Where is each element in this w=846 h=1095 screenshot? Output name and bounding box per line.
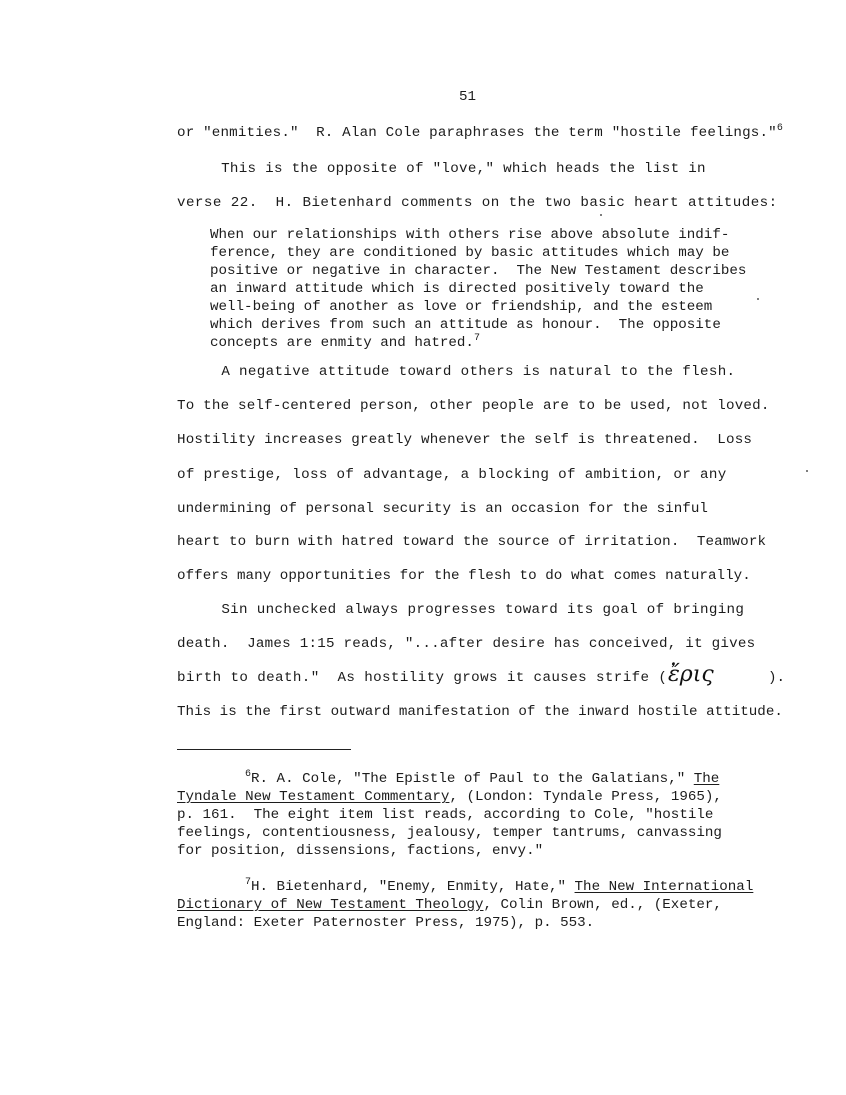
footnote-title: The (693, 771, 720, 787)
body-line: A negative attitude toward others is natural to the flesh. (177, 364, 736, 380)
body-line: To the self-centered person, other people are to be used, not loved. (177, 398, 770, 414)
scan-speck (600, 214, 602, 216)
greek-word-eris: ἔρις (668, 662, 714, 687)
body-line-text: or "enmities." R. Alan Cole paraphrases the term "hostile feelings." (177, 125, 777, 141)
footnote-title: Dictionary of New Testament Theology (177, 897, 484, 913)
footnote-ref-7: 7 (473, 333, 480, 344)
footnote-line (177, 770, 722, 788)
footnote-6 (177, 770, 722, 860)
footnote-text: , Colin Brown, ed., (Exeter, (483, 897, 722, 913)
quote-line: which derives from such an attitude as honour. The opposite (210, 317, 721, 333)
body-line: offers many opportunities for the flesh to do what comes naturally. (177, 568, 751, 584)
quote-line: an inward attitude which is directed positively toward the (210, 281, 704, 297)
body-line: Sin unchecked always progresses toward its goal of bringing (177, 602, 745, 618)
footnote-mark: 6 (245, 769, 252, 780)
body-line (177, 124, 783, 142)
body-line: death. James 1:15 reads, "...after desire has conceived, it gives (177, 636, 756, 652)
footnote-line (177, 788, 722, 806)
footnote-text: H. Bietenhard, "Enemy, Enmity, Hate," (251, 879, 575, 895)
footnote-line: England: Exeter Paternoster Press, 1975), p. 553. (177, 915, 595, 931)
footnote-line: feelings, contentiousness, jealousy, temper tantrums, canvassing (177, 825, 722, 841)
footnote-title: The New International (574, 879, 754, 895)
page-number: 51 (459, 89, 477, 105)
body-line: Hostility increases greatly whenever the self is threatened. Loss (177, 432, 753, 448)
body-line: of prestige, loss of advantage, a blocking of ambition, or any (177, 467, 727, 483)
quote-line: ference, they are conditioned by basic attitudes which may be (210, 245, 730, 261)
footnote-ref-6: 6 (776, 123, 784, 134)
body-line: verse 22. H. Bietenhard comments on the two basic heart attitudes: (177, 195, 778, 211)
quote-line-text: concepts are enmity and hatred. (210, 335, 474, 351)
strife-parenthesis-close: ). (768, 670, 786, 686)
scan-speck (757, 298, 759, 300)
footnote-text: R. A. Cole, "The Epistle of Paul to the Galatians," (251, 771, 694, 787)
footnote-title: Tyndale New Testament Commentary (177, 789, 450, 805)
footnote-separator (177, 749, 351, 750)
body-line: heart to burn with hatred toward the source of irritation. Teamwork (177, 534, 767, 550)
footnote-line: p. 161. The eight item list reads, according to Cole, "hostile (177, 807, 714, 823)
footnote-line: for position, dissensions, factions, envy." (177, 843, 544, 859)
scan-speck (806, 470, 808, 472)
block-quote (210, 226, 746, 352)
quote-line: When our relationships with others rise above absolute indif- (210, 227, 730, 243)
footnote-7 (177, 878, 753, 932)
footnote-mark: 7 (245, 877, 252, 888)
quote-line: positive or negative in character. The New Testament describes (210, 263, 747, 279)
body-line: birth to death." As hostility grows it causes strife ( (177, 670, 668, 686)
body-line: undermining of personal security is an occasion for the sinful (177, 501, 708, 517)
body-line: This is the opposite of "love," which heads the list in (177, 161, 706, 177)
footnote-line (177, 878, 753, 896)
quote-line (210, 334, 746, 352)
quote-line: well-being of another as love or friendship, and the esteem (210, 299, 713, 315)
footnote-line (177, 896, 753, 914)
footnote-text: , (London: Tyndale Press, 1965), (449, 789, 722, 805)
body-line: This is the first outward manifestation of the inward hostile attitude. (177, 704, 783, 720)
